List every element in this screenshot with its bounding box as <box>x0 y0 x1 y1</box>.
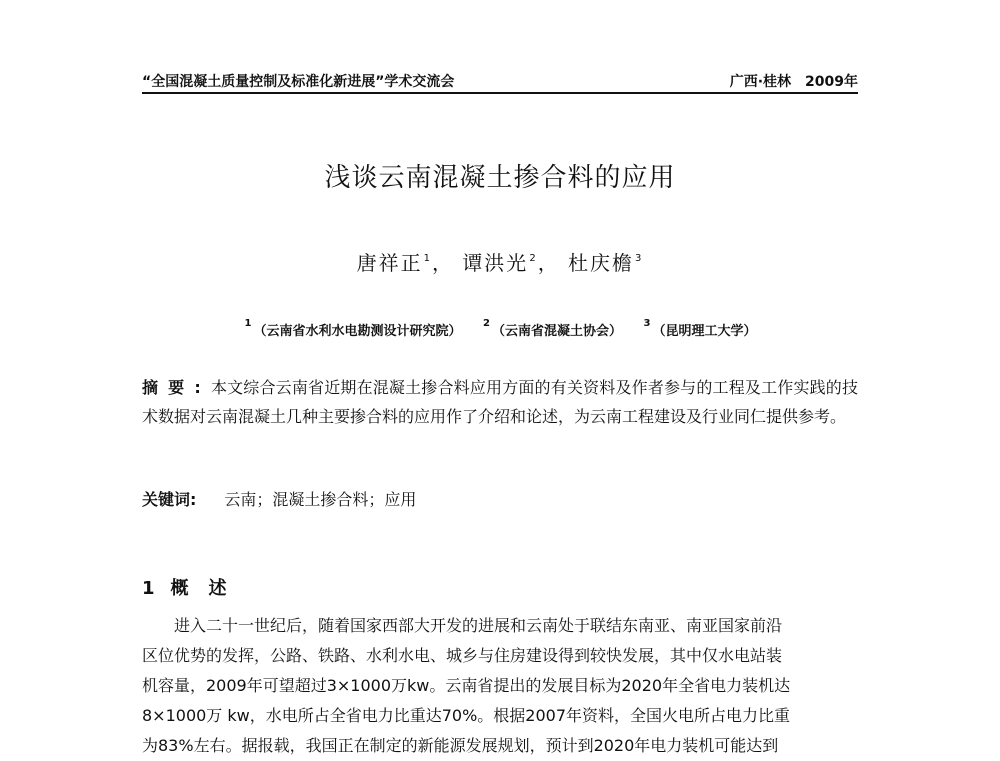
body-paragraph <box>142 611 858 761</box>
conference-name: “全国混凝土质量控制及标准化新进展”学术交流会 <box>142 74 455 90</box>
author-affil-mark: 2 <box>529 253 536 264</box>
author-separator: ， <box>431 251 454 275</box>
author-list <box>0 247 1000 276</box>
affiliation <box>243 318 462 339</box>
author-name: 杜庆檐 <box>568 251 635 275</box>
abstract-text: 本文综合云南省近期在混凝土掺合料应用方面的有关资料及作者参与的工程及工作实践的技术数据对云南混凝土几种主要掺合料的应用作了介绍和论述，为云南工程建设及行业同仁提供参考。 <box>142 378 858 426</box>
author-affil-mark: 1 <box>423 253 430 264</box>
section-title: 概述 <box>170 578 247 599</box>
body-line: 为83%左右。据报载，我国正在制定的新能源发展规划，预计到2020年电力装机可能达到 <box>142 736 779 755</box>
affiliation <box>482 318 622 339</box>
abstract <box>142 373 858 431</box>
author-name: 唐祥正 <box>356 251 423 275</box>
body-line: 机容量，2009年可望超过3×1000万kw。云南省提出的发展目标为2020年全省电力装机达 <box>142 676 791 695</box>
author-affil-mark: 3 <box>635 253 642 264</box>
abstract-label: 摘要: <box>142 378 211 397</box>
affil-mark: 2 <box>483 318 490 329</box>
author-name: 谭洪光 <box>462 251 529 275</box>
paper-title: 浅谈云南混凝土掺合料的应用 <box>324 163 676 193</box>
body-line: 进入二十一世纪后，随着国家西部大开发的进展和云南处于联结东南亚、南亚国家前沿 <box>142 616 783 635</box>
affil-name: （云南省混凝土协会） <box>491 324 622 339</box>
affil-name: （昆明理工大学） <box>652 324 757 339</box>
affiliation-list <box>0 318 1000 339</box>
location-year: 广西·桂林 2009年 <box>729 74 858 90</box>
section-heading <box>142 574 247 600</box>
section-number: 1 <box>142 578 155 599</box>
affil-mark: 1 <box>244 318 252 329</box>
keywords-label: 关键词: <box>142 490 197 509</box>
affil-mark: 3 <box>643 318 651 329</box>
running-header <box>142 66 858 94</box>
affil-name: （云南省水利水电勘测设计研究院） <box>253 324 462 339</box>
author-separator: ， <box>537 251 560 275</box>
body-line: 8×1000万 kw，水电所占全省电力比重达70%。根据2007年资料，全国火电所占电力比重 <box>142 706 791 725</box>
keywords-text: 云南；混凝土掺合料；应用 <box>224 490 417 509</box>
affiliation <box>643 318 757 339</box>
keywords <box>142 487 858 510</box>
body-line: 区位优势的发挥，公路、铁路、水利水电、城乡与住房建设得到较快发展，其中仅水电站装 <box>142 646 783 665</box>
